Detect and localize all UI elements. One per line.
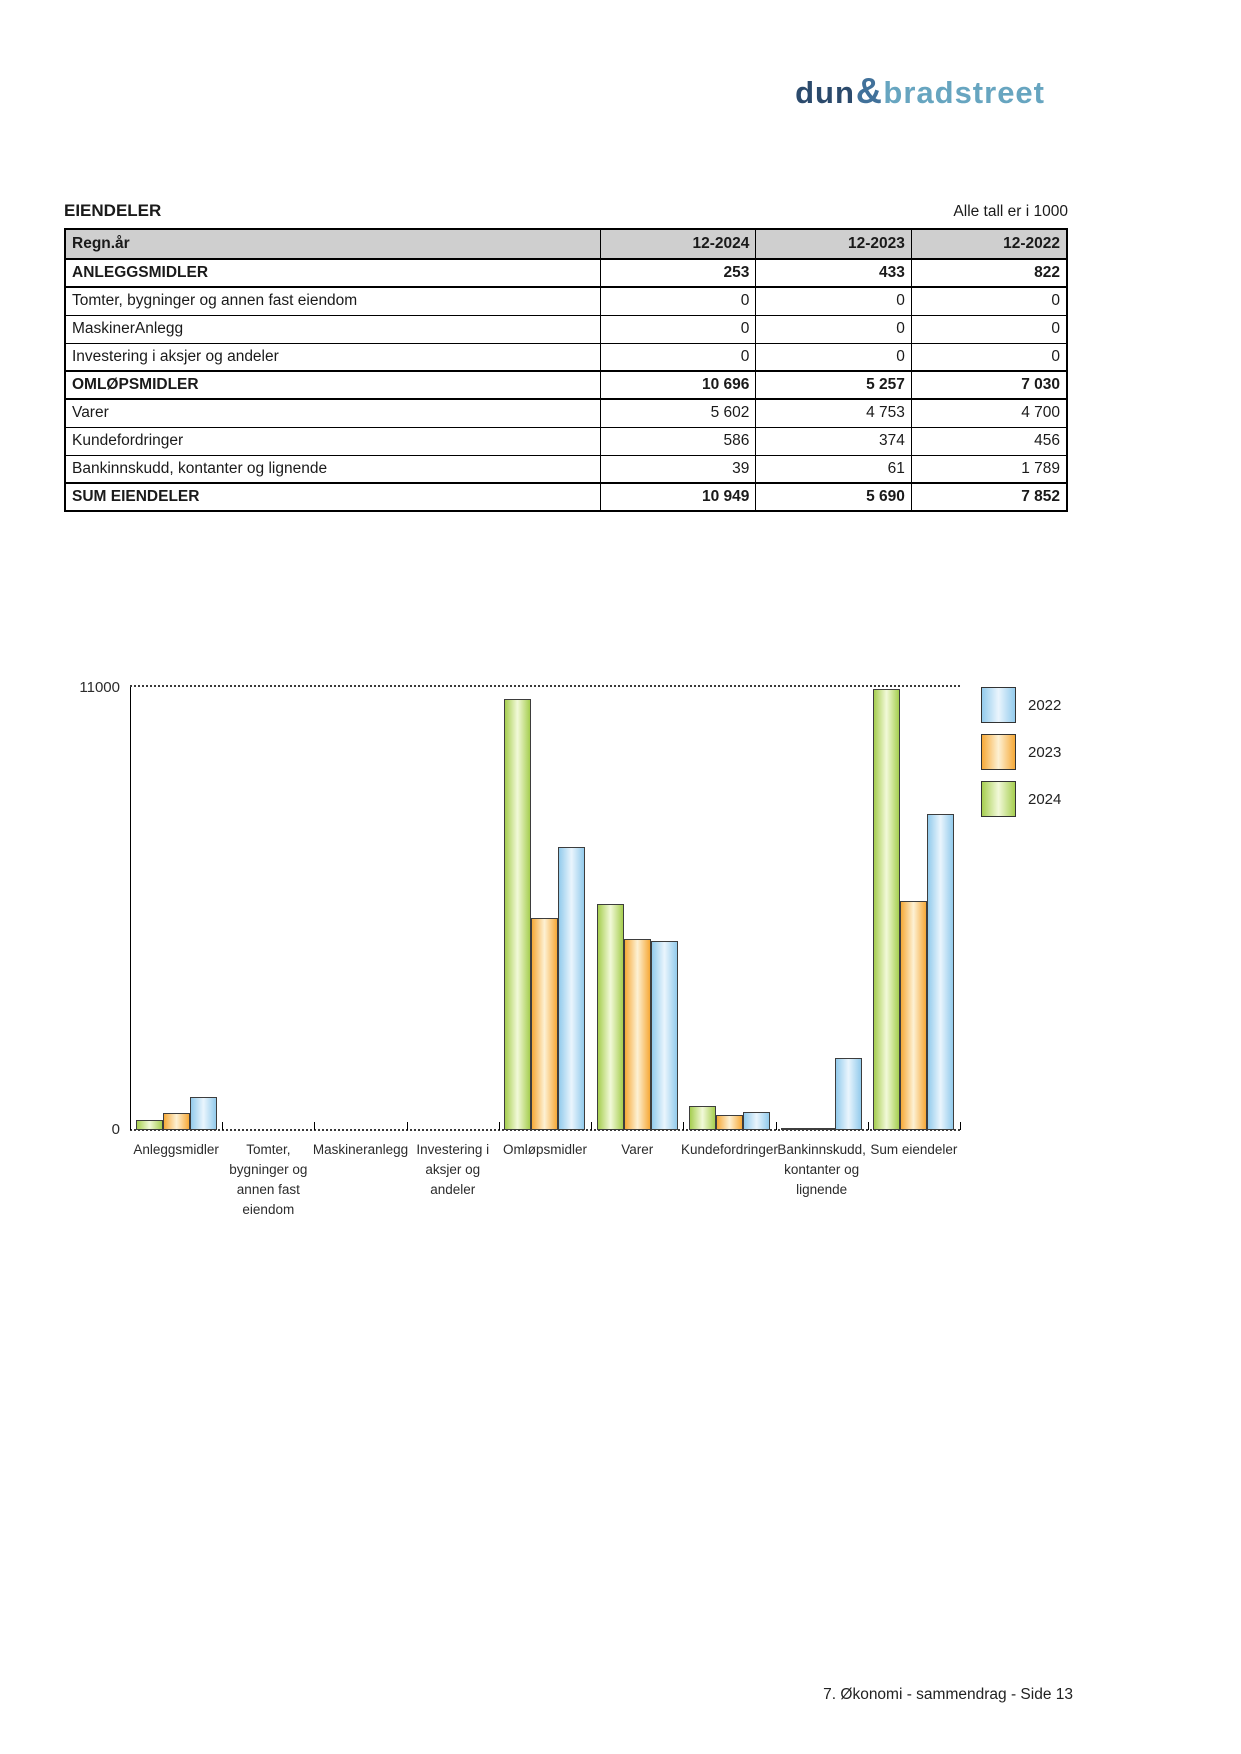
col-header-12-2024: 12-2024	[600, 229, 756, 259]
row-value: 0	[911, 343, 1067, 371]
x-axis-label-line: Maskineranlegg	[312, 1142, 409, 1157]
table-row	[65, 259, 1067, 287]
col-header-12-2022: 12-2022	[911, 229, 1067, 259]
row-value: 0	[600, 315, 756, 343]
assets-table-body	[65, 259, 1067, 511]
bar-2023	[808, 1128, 835, 1130]
bar-2024	[136, 1120, 163, 1130]
bar-chart	[130, 687, 960, 1130]
row-value: 0	[756, 315, 912, 343]
table-row	[65, 315, 1067, 343]
x-axis-label-line: annen fast	[236, 1182, 300, 1197]
y-axis-line	[130, 687, 131, 1130]
x-axis-label-line: andeler	[430, 1182, 476, 1197]
row-label: Bankinnskudd, kontanter og lignende	[65, 455, 600, 483]
logo-text-dun: dun	[795, 75, 855, 110]
table-row	[65, 287, 1067, 315]
x-axis-label-line: lignende	[796, 1182, 848, 1197]
bar-group-kundefordringer	[683, 1106, 775, 1130]
row-value: 4 700	[911, 399, 1067, 427]
legend-swatch-2022	[981, 687, 1016, 723]
bar-2024	[689, 1106, 716, 1130]
bar-group-varer	[591, 904, 683, 1130]
x-axis-tick	[222, 1122, 223, 1130]
x-axis-label-line: Omløpsmidler	[502, 1142, 587, 1157]
row-label: Tomter, bygninger og annen fast eiendom	[65, 287, 600, 315]
bar-2022	[835, 1058, 862, 1130]
bar-2022	[651, 941, 678, 1130]
logo-text-bradstreet: bradstreet	[883, 75, 1045, 110]
legend-swatch-2023	[981, 734, 1016, 770]
bar-2023	[531, 918, 558, 1130]
legend-label: 2024	[1028, 790, 1062, 808]
x-axis-tick	[407, 1122, 408, 1130]
row-value: 1 789	[911, 455, 1067, 483]
row-value: 10 696	[600, 371, 756, 399]
row-value: 456	[911, 427, 1067, 455]
logo-ampersand-icon: &	[855, 70, 883, 111]
row-label: Kundefordringer	[65, 427, 600, 455]
row-value: 7 030	[911, 371, 1067, 399]
row-label: Investering i aksjer og andeler	[65, 343, 600, 371]
table-row	[65, 427, 1067, 455]
table-row	[65, 399, 1067, 427]
row-value: 0	[911, 315, 1067, 343]
bar-2024	[597, 904, 624, 1130]
bar-2023	[624, 939, 651, 1130]
x-axis-tick	[314, 1122, 315, 1130]
dun-bradstreet-logo	[795, 70, 1045, 112]
assets-table-head	[65, 229, 1067, 259]
legend-item-2024	[981, 781, 1061, 817]
x-axis-label	[854, 1140, 974, 1160]
row-value: 5 690	[756, 483, 912, 511]
row-label: Varer	[65, 399, 600, 427]
bar-group-sum-eiendeler	[868, 689, 960, 1130]
x-axis-label-line: eiendom	[242, 1202, 295, 1217]
page-title: EIENDELER	[64, 201, 162, 220]
legend-item-2023	[981, 734, 1061, 770]
table-row	[65, 371, 1067, 399]
x-axis-label-line: Varer	[621, 1142, 654, 1157]
row-value: 0	[756, 343, 912, 371]
x-axis-label-line: aksjer og	[425, 1162, 481, 1177]
x-axis-tick	[960, 1122, 961, 1130]
bar-2022	[558, 847, 585, 1130]
x-axis-label-line: bygninger og	[229, 1162, 308, 1177]
assets-table	[64, 228, 1068, 512]
legend-label: 2022	[1028, 696, 1062, 714]
row-value: 0	[600, 343, 756, 371]
row-label: MaskinerAnlegg	[65, 315, 600, 343]
gridline-11000	[130, 685, 960, 687]
row-value: 822	[911, 259, 1067, 287]
row-value: 586	[600, 427, 756, 455]
unit-note: Alle tall er i 1000	[953, 203, 1068, 220]
row-value: 5 257	[756, 371, 912, 399]
x-axis-label-line: kontanter og	[784, 1162, 860, 1177]
row-label: OMLØPSMIDLER	[65, 371, 600, 399]
row-value: 374	[756, 427, 912, 455]
col-header-12-2023: 12-2023	[756, 229, 912, 259]
bar-2022	[190, 1097, 217, 1130]
y-axis-tick-11000: 11000	[79, 679, 120, 696]
row-value: 39	[600, 455, 756, 483]
bar-2023	[716, 1115, 743, 1130]
row-value: 0	[756, 287, 912, 315]
row-label: ANLEGGSMIDLER	[65, 259, 600, 287]
bar-group-bankinnskudd-kontanter-og-lignende	[776, 1058, 868, 1130]
x-axis-label-line: Anleggsmidler	[133, 1142, 219, 1157]
y-axis-tick-0: 0	[111, 1121, 120, 1138]
x-axis-label-line: Investering i	[416, 1142, 490, 1157]
bar-2024	[873, 689, 900, 1130]
row-value: 253	[600, 259, 756, 287]
bar-2023	[900, 901, 927, 1130]
assets-table-header-row	[65, 229, 1067, 259]
row-value: 433	[756, 259, 912, 287]
bar-group-anleggsmidler	[130, 1097, 222, 1130]
x-axis-label-line: Bankinnskudd,	[777, 1142, 866, 1157]
bar-group-oml-psmidler	[499, 699, 591, 1130]
x-axis-label-line: Tomter,	[246, 1142, 291, 1157]
col-header-regnar: Regn.år	[65, 229, 600, 259]
page-footer: 7. Økonomi - sammendrag - Side 13	[823, 1686, 1073, 1703]
row-value: 0	[600, 287, 756, 315]
bar-2022	[743, 1112, 770, 1130]
legend-swatch-2024	[981, 781, 1016, 817]
legend-item-2022	[981, 687, 1061, 723]
chart-legend	[981, 687, 1061, 828]
bar-2023	[163, 1113, 190, 1130]
row-value: 10 949	[600, 483, 756, 511]
bar-2024	[504, 699, 531, 1130]
row-value: 61	[756, 455, 912, 483]
row-value: 5 602	[600, 399, 756, 427]
x-axis-label-line: Kundefordringer	[681, 1142, 778, 1157]
bar-2024	[781, 1128, 808, 1130]
table-row	[65, 343, 1067, 371]
section-header	[64, 201, 1068, 221]
bar-2022	[927, 814, 954, 1130]
legend-label: 2023	[1028, 743, 1062, 761]
table-row	[65, 483, 1067, 511]
row-value: 7 852	[911, 483, 1067, 511]
row-label: SUM EIENDELER	[65, 483, 600, 511]
row-value: 0	[911, 287, 1067, 315]
x-axis-label-line: Sum eiendeler	[870, 1142, 958, 1157]
table-row	[65, 455, 1067, 483]
row-value: 4 753	[756, 399, 912, 427]
